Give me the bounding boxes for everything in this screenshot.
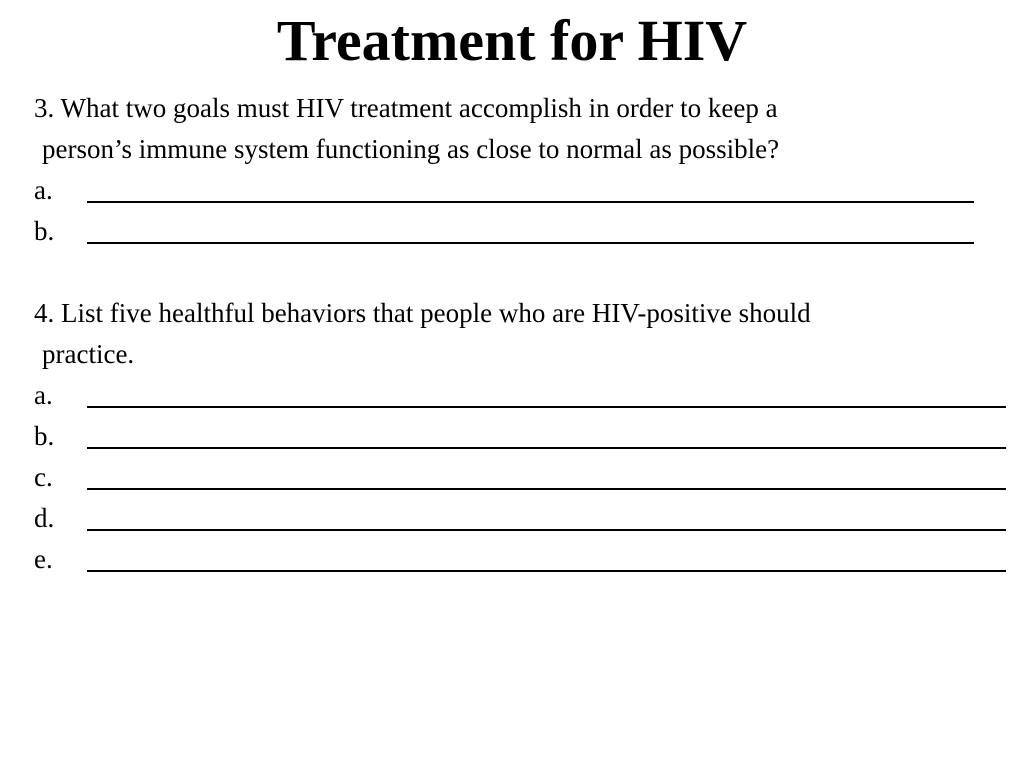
answer-letter: e.	[34, 544, 53, 574]
answer-row	[34, 375, 1006, 416]
answer-row	[34, 457, 1006, 498]
answer-letter: d.	[34, 503, 55, 533]
question-3-answers	[34, 170, 974, 252]
answer-blank-line	[87, 488, 1006, 490]
answer-row	[34, 211, 974, 252]
answer-row	[34, 416, 1006, 457]
answer-letter: b.	[34, 421, 55, 451]
answer-blank-line	[87, 447, 1006, 449]
answer-row	[34, 498, 1006, 539]
answer-blank-line	[87, 529, 1006, 531]
answer-row	[34, 539, 1006, 580]
question-3	[34, 88, 1019, 170]
question-3-line-1: 3. What two goals must HIV treatment accomplish in order to keep a	[34, 93, 778, 123]
question-3-line-2: person’s immune system functioning as close to normal as possible?	[42, 134, 780, 164]
answer-blank-line	[87, 406, 1006, 408]
question-4-line-2: practice.	[42, 339, 135, 369]
page-title: Treatment for HIV	[276, 8, 748, 73]
answer-blank-line	[87, 242, 974, 244]
question-4-line-1: 4. List five healthful behaviors that people who are HIV-positive should	[34, 298, 811, 328]
answer-blank-line	[87, 201, 974, 203]
answer-row	[34, 170, 974, 211]
answer-blank-line	[87, 570, 1006, 572]
answer-letter: a.	[34, 380, 53, 410]
answer-letter: a.	[34, 175, 53, 205]
question-4-answers	[34, 375, 1006, 580]
question-4	[34, 293, 1019, 375]
answer-letter: b.	[34, 216, 55, 246]
answer-letter: c.	[34, 462, 53, 492]
